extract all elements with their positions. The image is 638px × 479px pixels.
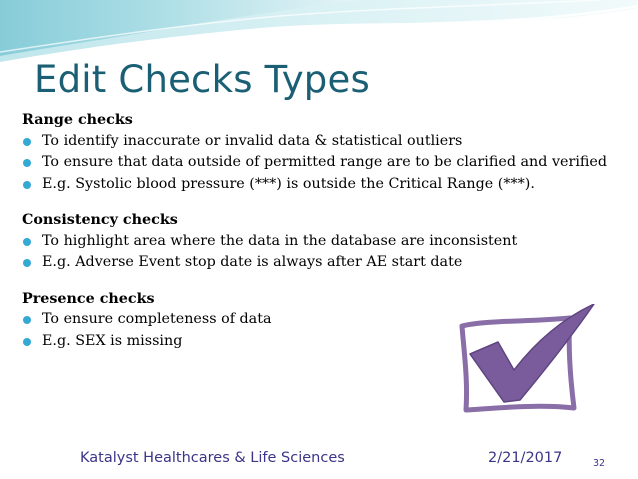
bullet-icon [23, 259, 31, 267]
section-consistency-checks [22, 211, 612, 272]
slide-number: 32 [593, 458, 606, 469]
section-heading: Presence checks [22, 290, 155, 307]
bullet-list [22, 232, 612, 272]
list-item-text: To highlight area where the data in the database are inconsistent [42, 232, 518, 249]
slide-title: Edit Checks Types [34, 58, 370, 101]
bullet-icon [23, 159, 31, 167]
list-item [22, 253, 612, 272]
list-item [22, 132, 612, 151]
list-item-text: To identify inaccurate or invalid data & statistical outliers [42, 132, 463, 149]
list-item-text: To ensure that data outside of permitted range are to be clarified and verified [42, 154, 608, 170]
checkmark-icon [458, 304, 598, 414]
list-item-text: To ensure completeness of data [42, 311, 272, 327]
bullet-icon [23, 238, 31, 246]
section-heading: Consistency checks [22, 212, 178, 228]
bullet-list [22, 132, 612, 194]
bullet-icon [23, 316, 31, 324]
footer-date: 2/21/2017 [488, 450, 563, 466]
list-item-text: E.g. Systolic blood pressure (***) is outside the Critical Range (***). [42, 175, 535, 192]
list-item-text: E.g. Adverse Event stop date is always after AE start date [42, 254, 463, 270]
section-range-checks [22, 111, 612, 193]
bullet-icon [23, 138, 31, 146]
list-item [22, 153, 612, 172]
bullet-icon [23, 338, 31, 346]
list-item-text: E.g. SEX is missing [42, 332, 183, 349]
footer-organization: Katalyst Healthcares & Life Sciences [80, 450, 345, 466]
list-item [22, 175, 612, 194]
list-item [22, 232, 612, 251]
section-heading: Range checks [22, 112, 133, 128]
bullet-icon [23, 181, 31, 189]
